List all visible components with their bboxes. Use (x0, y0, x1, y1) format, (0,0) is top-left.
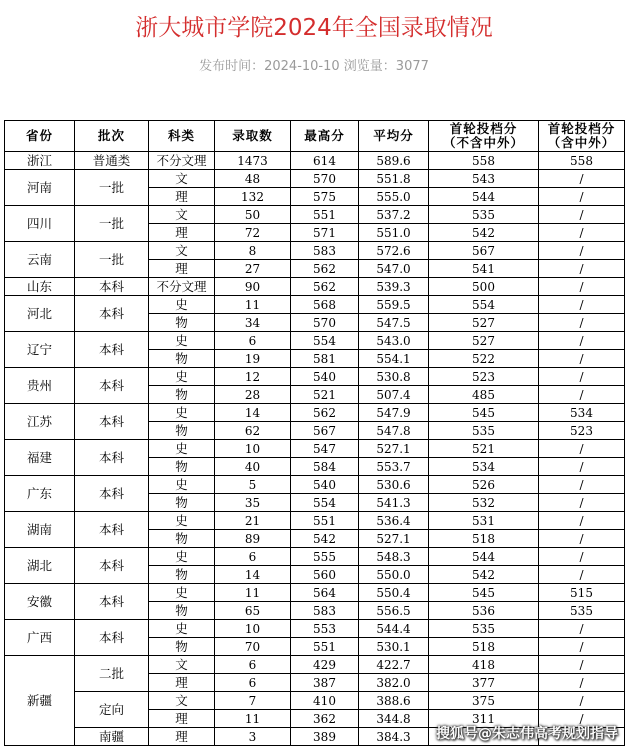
table-row (5, 332, 625, 350)
cell-batch: 本科 (75, 476, 149, 512)
cell-admitted: 10 (215, 440, 291, 458)
cell-category: 不分文理 (149, 278, 215, 296)
cell-admitted: 1473 (215, 152, 291, 170)
table-row (5, 656, 625, 674)
table-row (5, 584, 625, 602)
cell-avg-score: 537.2 (359, 206, 429, 224)
cell-admitted: 11 (215, 584, 291, 602)
cell-first-round-incl: / (539, 512, 625, 530)
table-row (5, 170, 625, 188)
cell-first-round-incl: / (539, 242, 625, 260)
cell-admitted: 7 (215, 692, 291, 710)
cell-max-score: 571 (291, 224, 359, 242)
cell-category: 物 (149, 386, 215, 404)
cell-province: 福建 (5, 440, 75, 476)
cell-province: 云南 (5, 242, 75, 278)
cell-avg-score: 536.4 (359, 512, 429, 530)
cell-avg-score: 539.3 (359, 278, 429, 296)
table-header-row (5, 121, 625, 152)
cell-admitted: 3 (215, 728, 291, 746)
cell-avg-score: 550.4 (359, 584, 429, 602)
cell-max-score: 389 (291, 728, 359, 746)
cell-category: 物 (149, 530, 215, 548)
table-row (5, 476, 625, 494)
header-first-round-incl (539, 121, 625, 152)
cell-admitted: 34 (215, 314, 291, 332)
cell-category: 史 (149, 296, 215, 314)
cell-category: 文 (149, 170, 215, 188)
cell-max-score: 562 (291, 404, 359, 422)
cell-max-score: 568 (291, 296, 359, 314)
cell-province: 河南 (5, 170, 75, 206)
cell-first-round-incl: / (539, 350, 625, 368)
table-row (5, 152, 625, 170)
cell-first-round-incl: / (539, 278, 625, 296)
cell-avg-score: 551.8 (359, 170, 429, 188)
cell-avg-score: 530.8 (359, 368, 429, 386)
cell-first-round-incl: 523 (539, 422, 625, 440)
cell-first-round-incl: / (539, 692, 625, 710)
cell-category: 物 (149, 350, 215, 368)
cell-max-score: 540 (291, 476, 359, 494)
cell-avg-score: 344.8 (359, 710, 429, 728)
cell-max-score: 614 (291, 152, 359, 170)
cell-category: 理 (149, 728, 215, 746)
header-admitted: 录取数 (215, 121, 291, 152)
cell-first-round-incl: / (539, 368, 625, 386)
cell-first-round-incl: / (539, 620, 625, 638)
table-row (5, 440, 625, 458)
table-row (5, 620, 625, 638)
cell-first-round-excl: 418 (429, 656, 539, 674)
cell-first-round-incl: / (539, 296, 625, 314)
cell-admitted: 6 (215, 548, 291, 566)
cell-category: 史 (149, 620, 215, 638)
cell-admitted: 14 (215, 404, 291, 422)
cell-first-round-incl: 535 (539, 602, 625, 620)
cell-first-round-excl: 544 (429, 188, 539, 206)
cell-max-score: 562 (291, 278, 359, 296)
cell-province: 江苏 (5, 404, 75, 440)
cell-first-round-excl: 535 (429, 422, 539, 440)
cell-admitted: 10 (215, 620, 291, 638)
cell-first-round-excl: 521 (429, 440, 539, 458)
cell-first-round-excl: 311 (429, 710, 539, 728)
cell-batch: 普通类 (75, 152, 149, 170)
table-row (5, 692, 625, 710)
cell-province: 湖南 (5, 512, 75, 548)
cell-first-round-excl: 523 (429, 368, 539, 386)
cell-first-round-excl: 532 (429, 494, 539, 512)
cell-admitted: 132 (215, 188, 291, 206)
cell-avg-score: 554.1 (359, 350, 429, 368)
cell-first-round-incl: / (539, 548, 625, 566)
cell-admitted: 40 (215, 458, 291, 476)
cell-first-round-incl: / (539, 188, 625, 206)
cell-first-round-incl: / (539, 674, 625, 692)
cell-province: 安徽 (5, 584, 75, 620)
cell-first-round-incl: 558 (539, 152, 625, 170)
cell-first-round-incl: / (539, 332, 625, 350)
cell-max-score: 387 (291, 674, 359, 692)
cell-category: 文 (149, 692, 215, 710)
cell-province: 河北 (5, 296, 75, 332)
cell-first-round-incl: / (539, 566, 625, 584)
cell-batch: 一批 (75, 206, 149, 242)
cell-avg-score: 551.0 (359, 224, 429, 242)
cell-category: 史 (149, 368, 215, 386)
cell-max-score: 584 (291, 458, 359, 476)
cell-first-round-incl: / (539, 206, 625, 224)
cell-batch: 南疆 (75, 728, 149, 746)
cell-avg-score: 547.0 (359, 260, 429, 278)
cell-max-score: 551 (291, 512, 359, 530)
cell-max-score: 564 (291, 584, 359, 602)
cell-first-round-excl: 542 (429, 566, 539, 584)
cell-province: 湖北 (5, 548, 75, 584)
table-row (5, 296, 625, 314)
cell-batch: 本科 (75, 296, 149, 332)
header-first-round-excl-main: 首轮投档分 (449, 121, 518, 136)
cell-avg-score: 388.6 (359, 692, 429, 710)
cell-admitted: 65 (215, 602, 291, 620)
cell-admitted: 35 (215, 494, 291, 512)
cell-avg-score: 544.4 (359, 620, 429, 638)
cell-admitted: 8 (215, 242, 291, 260)
cell-first-round-excl: 531 (429, 512, 539, 530)
cell-first-round-excl: 554 (429, 296, 539, 314)
cell-admitted: 72 (215, 224, 291, 242)
publish-meta: 发布时间：2024-10-10 浏览量：3077 (199, 59, 429, 74)
cell-max-score: 521 (291, 386, 359, 404)
cell-category: 物 (149, 422, 215, 440)
cell-first-round-incl: / (539, 224, 625, 242)
cell-avg-score: 589.6 (359, 152, 429, 170)
cell-category: 物 (149, 314, 215, 332)
cell-admitted: 6 (215, 332, 291, 350)
cell-first-round-excl: 527 (429, 314, 539, 332)
cell-category: 物 (149, 458, 215, 476)
cell-first-round-excl: 485 (429, 386, 539, 404)
cell-batch: 本科 (75, 512, 149, 548)
cell-max-score: 554 (291, 494, 359, 512)
cell-first-round-incl: / (539, 656, 625, 674)
page-title: 浙大城市学院2024年全国录取情况 (135, 15, 493, 41)
cell-max-score: 562 (291, 260, 359, 278)
cell-admitted: 19 (215, 350, 291, 368)
cell-first-round-excl: 542 (429, 224, 539, 242)
cell-avg-score: 550.0 (359, 566, 429, 584)
table-row (5, 548, 625, 566)
cell-first-round-excl: 541 (429, 260, 539, 278)
cell-first-round-excl: 518 (429, 638, 539, 656)
header-first-round-excl (429, 121, 539, 152)
cell-first-round-excl: 545 (429, 584, 539, 602)
cell-batch: 一批 (75, 242, 149, 278)
cell-batch: 本科 (75, 278, 149, 296)
cell-first-round-excl: 567 (429, 242, 539, 260)
cell-first-round-excl: 534 (429, 458, 539, 476)
cell-admitted: 6 (215, 674, 291, 692)
watermark: 搜狐号@朱志伟高考规划指导 (436, 726, 618, 742)
cell-max-score: 551 (291, 206, 359, 224)
cell-admitted: 89 (215, 530, 291, 548)
header-avg-score: 平均分 (359, 121, 429, 152)
cell-avg-score: 553.7 (359, 458, 429, 476)
cell-first-round-incl: / (539, 458, 625, 476)
cell-first-round-excl: 375 (429, 692, 539, 710)
cell-category: 物 (149, 638, 215, 656)
cell-avg-score: 384.3 (359, 728, 429, 746)
cell-category: 史 (149, 332, 215, 350)
cell-batch: 本科 (75, 368, 149, 404)
cell-category: 理 (149, 188, 215, 206)
table-row (5, 206, 625, 224)
cell-category: 物 (149, 494, 215, 512)
cell-first-round-excl: 544 (429, 548, 539, 566)
cell-first-round-excl: 518 (429, 530, 539, 548)
cell-avg-score: 422.7 (359, 656, 429, 674)
cell-max-score: 542 (291, 530, 359, 548)
cell-max-score: 551 (291, 638, 359, 656)
cell-first-round-excl: 522 (429, 350, 539, 368)
cell-max-score: 555 (291, 548, 359, 566)
cell-category: 理 (149, 710, 215, 728)
cell-first-round-incl: / (539, 260, 625, 278)
table-row (5, 404, 625, 422)
cell-avg-score: 548.3 (359, 548, 429, 566)
table-row (5, 512, 625, 530)
cell-first-round-excl: 535 (429, 206, 539, 224)
cell-first-round-excl: 377 (429, 674, 539, 692)
cell-first-round-incl: / (539, 314, 625, 332)
cell-admitted: 90 (215, 278, 291, 296)
cell-admitted: 62 (215, 422, 291, 440)
cell-province: 贵州 (5, 368, 75, 404)
cell-max-score: 583 (291, 242, 359, 260)
cell-batch: 本科 (75, 584, 149, 620)
header-first-round-incl-main: 首轮投档分 (547, 121, 616, 136)
cell-max-score: 429 (291, 656, 359, 674)
cell-admitted: 27 (215, 260, 291, 278)
cell-category: 文 (149, 656, 215, 674)
cell-first-round-incl: / (539, 440, 625, 458)
cell-max-score: 575 (291, 188, 359, 206)
cell-avg-score: 527.1 (359, 530, 429, 548)
cell-max-score: 581 (291, 350, 359, 368)
cell-admitted: 5 (215, 476, 291, 494)
cell-avg-score: 556.5 (359, 602, 429, 620)
cell-avg-score: 547.5 (359, 314, 429, 332)
cell-first-round-excl: 543 (429, 170, 539, 188)
cell-max-score: 547 (291, 440, 359, 458)
header-category: 科类 (149, 121, 215, 152)
table-row (5, 242, 625, 260)
header-first-round-excl-sub: （不含中外） (442, 135, 524, 150)
cell-category: 理 (149, 674, 215, 692)
cell-max-score: 540 (291, 368, 359, 386)
cell-first-round-incl: / (539, 530, 625, 548)
cell-first-round-excl: 526 (429, 476, 539, 494)
cell-avg-score: 572.6 (359, 242, 429, 260)
cell-avg-score: 527.1 (359, 440, 429, 458)
cell-admitted: 21 (215, 512, 291, 530)
cell-category: 史 (149, 404, 215, 422)
cell-batch: 二批 (75, 656, 149, 692)
header-province: 省份 (5, 121, 75, 152)
header-first-round-incl-sub: （含中外） (547, 135, 616, 150)
cell-first-round-excl: 535 (429, 620, 539, 638)
cell-category: 理 (149, 224, 215, 242)
cell-avg-score: 530.6 (359, 476, 429, 494)
cell-avg-score: 507.4 (359, 386, 429, 404)
cell-batch: 定向 (75, 692, 149, 728)
cell-first-round-excl: 536 (429, 602, 539, 620)
cell-max-score: 583 (291, 602, 359, 620)
cell-category: 史 (149, 584, 215, 602)
cell-first-round-incl: / (539, 710, 625, 728)
cell-first-round-incl: / (539, 476, 625, 494)
cell-category: 文 (149, 242, 215, 260)
cell-admitted: 50 (215, 206, 291, 224)
header-max-score: 最高分 (291, 121, 359, 152)
cell-category: 不分文理 (149, 152, 215, 170)
table-row (5, 278, 625, 296)
cell-max-score: 570 (291, 314, 359, 332)
cell-category: 理 (149, 260, 215, 278)
cell-avg-score: 530.1 (359, 638, 429, 656)
cell-category: 物 (149, 602, 215, 620)
cell-category: 史 (149, 512, 215, 530)
cell-admitted: 11 (215, 296, 291, 314)
cell-avg-score: 382.0 (359, 674, 429, 692)
cell-province: 新疆 (5, 656, 75, 746)
cell-province: 山东 (5, 278, 75, 296)
cell-max-score: 567 (291, 422, 359, 440)
cell-province: 辽宁 (5, 332, 75, 368)
cell-avg-score: 547.8 (359, 422, 429, 440)
cell-batch: 本科 (75, 548, 149, 584)
cell-admitted: 70 (215, 638, 291, 656)
cell-batch: 本科 (75, 620, 149, 656)
cell-first-round-incl: 515 (539, 584, 625, 602)
cell-category: 史 (149, 548, 215, 566)
cell-batch: 一批 (75, 170, 149, 206)
header-batch: 批次 (75, 121, 149, 152)
cell-first-round-incl: / (539, 170, 625, 188)
cell-batch: 本科 (75, 404, 149, 440)
cell-province: 四川 (5, 206, 75, 242)
admission-table (4, 120, 625, 746)
cell-category: 史 (149, 440, 215, 458)
cell-first-round-incl: / (539, 494, 625, 512)
cell-batch: 本科 (75, 332, 149, 368)
cell-first-round-excl: 558 (429, 152, 539, 170)
cell-avg-score: 547.9 (359, 404, 429, 422)
cell-category: 物 (149, 566, 215, 584)
cell-first-round-incl: / (539, 386, 625, 404)
cell-admitted: 48 (215, 170, 291, 188)
cell-first-round-excl: 545 (429, 404, 539, 422)
cell-max-score: 553 (291, 620, 359, 638)
cell-admitted: 6 (215, 656, 291, 674)
cell-max-score: 410 (291, 692, 359, 710)
cell-first-round-incl: / (539, 638, 625, 656)
cell-first-round-incl: 534 (539, 404, 625, 422)
cell-avg-score: 555.0 (359, 188, 429, 206)
cell-avg-score: 541.3 (359, 494, 429, 512)
cell-avg-score: 543.0 (359, 332, 429, 350)
cell-province: 浙江 (5, 152, 75, 170)
cell-admitted: 11 (215, 710, 291, 728)
cell-max-score: 362 (291, 710, 359, 728)
cell-max-score: 560 (291, 566, 359, 584)
cell-admitted: 28 (215, 386, 291, 404)
cell-province: 广东 (5, 476, 75, 512)
cell-avg-score: 559.5 (359, 296, 429, 314)
cell-first-round-excl: 500 (429, 278, 539, 296)
cell-batch: 本科 (75, 440, 149, 476)
table-row (5, 368, 625, 386)
cell-max-score: 570 (291, 170, 359, 188)
cell-admitted: 14 (215, 566, 291, 584)
cell-admitted: 12 (215, 368, 291, 386)
cell-category: 文 (149, 206, 215, 224)
cell-province: 广西 (5, 620, 75, 656)
cell-max-score: 554 (291, 332, 359, 350)
cell-category: 史 (149, 476, 215, 494)
cell-first-round-excl: 527 (429, 332, 539, 350)
